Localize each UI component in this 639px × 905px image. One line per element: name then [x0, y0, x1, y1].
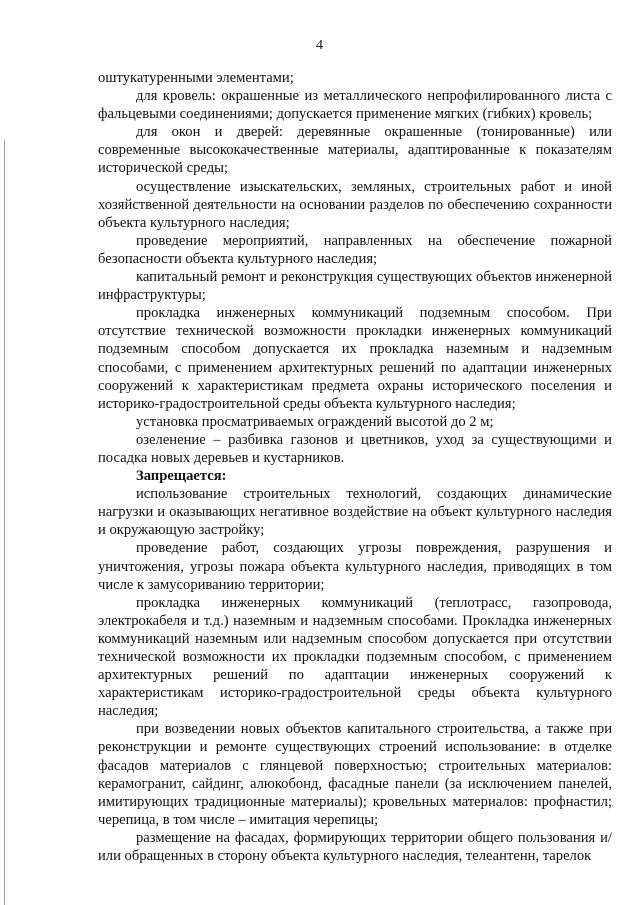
- paragraph-survey-works: осуществление изыскательских, земляных, строительных работ и иной хозяйственной деятельности на основании разделов по обеспечению сохранности объекта культурного наследия;: [98, 178, 612, 231]
- paragraph-facade-materials: при возведении новых объектов капитального строительства, а также при реконструкции и ремонте существующих строений использование: в отделке фасадов материалов с глянцевой поверхностью; строительных материалов: керамогранит, сайдинг, алюкобонд, фасадные панели (за исключением панелей, имитирующих традиционные материалы); кровельных материалов: профнастил; черепица, в том числе – имитация черепицы;: [98, 721, 612, 828]
- paragraph-fences: установка просматриваемых ограждений высотой до 2 м;: [136, 413, 494, 430]
- paragraph-damage-threats: проведение работ, создающих угрозы повреждения, разрушения и уничтожения, угрозы пожара объекта культурного наследия, приводящих в том числе к замусориванию территории;: [98, 540, 612, 593]
- document-body: [98, 69, 612, 865]
- paragraph-landscaping: озеленение – разбивка газонов и цветников, уход за существующими и посадка новых деревьев и кустарников.: [98, 431, 612, 466]
- paragraph-fire-safety: проведение мероприятий, направленных на обеспечение пожарной безопасности объекта культурного наследия;: [98, 232, 612, 267]
- section-heading-prohibited: Запрещается:: [136, 468, 227, 485]
- paragraph-dynamic-loads: использование строительных технологий, создающих динамические нагрузки и оказывающих негативное воздействие на объект культурного наследия и окружающую застройку;: [98, 486, 612, 539]
- paragraph-windows-doors: для окон и дверей: деревянные окрашенные (тонированные) или современные высококачественные материалы, адаптированные к показателям исторической среды;: [98, 124, 612, 177]
- page-number: 4: [316, 38, 323, 53]
- paragraph-capital-repair: капитальный ремонт и реконструкция существующих объектов инженерной инфраструктуры;: [98, 269, 612, 304]
- paragraph-aboveground-utilities: прокладка инженерных коммуникаций (теплотрасс, газопровода, электрокабеля и т.д.) наземным и надземным способами. Прокладка инженерных коммуникаций наземным или надземным способом допускается при отсутствии технической возможности их прокладки подземным способом, с применением архитектурных решений по адаптации инженерных сооружений к характеристикам историко-градостроительной среды объекта культурного наследия;: [98, 594, 612, 720]
- scan-edge-line: [4, 140, 5, 905]
- paragraph-utility-laying: прокладка инженерных коммуникаций подземным способом. При отсутствие технической возможности прокладки инженерных коммуникаций подземным способом допускается их прокладка наземным и надземным способами, с применением архитектурных решений по адаптации инженерных сооружений к характеристикам предмета охраны исторического поселения и историко-градостроительной среды объекта культурного наследия;: [98, 305, 612, 412]
- paragraph-plastered-elements: оштукатуренными элементами;: [98, 70, 294, 86]
- paragraph-facade-antennas: размещение на фасадах, формирующих территории общего пользования и/или обращенных в сторону объекта культурного наследия, телеантенн, тарелок: [98, 829, 612, 865]
- paragraph-roofing: для кровель: окрашенные из металлического непрофилированного листа с фальцевыми соединениями; допускается применение мягких (гибких) кровель;: [98, 88, 612, 123]
